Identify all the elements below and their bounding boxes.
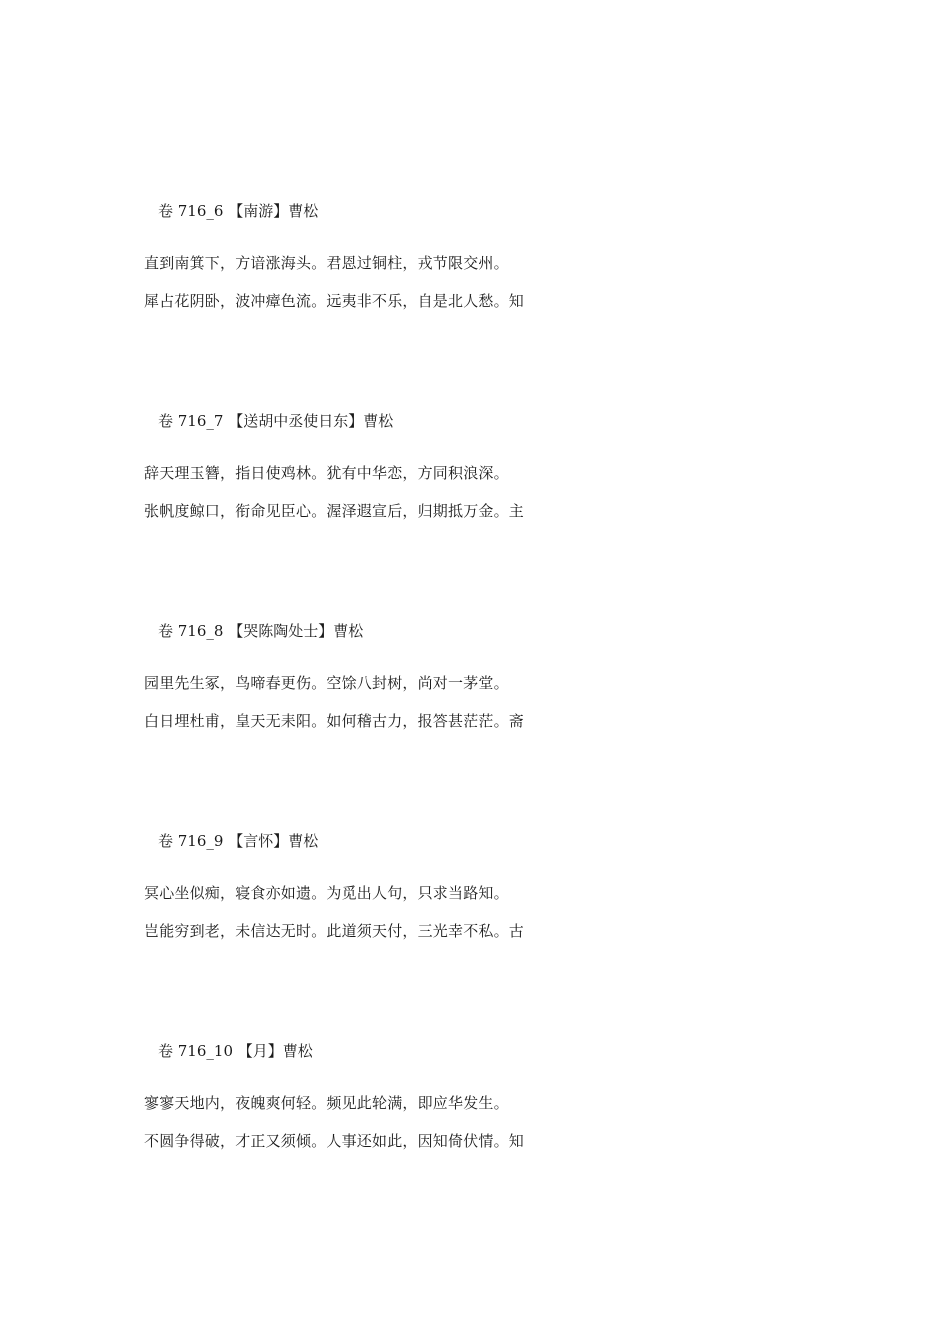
poem-line: 岂能穷到老，未信达无时。此道须天付，三光幸不私。古	[144, 922, 525, 940]
poem-line: 辞天理玉簪，指日使鸡林。犹有中华恋，方同积浪深。	[144, 464, 509, 482]
poem-title: 卷 716_9 【言怀】曹松	[158, 832, 319, 850]
poem-line: 张帆度鲸口，衔命见臣心。渥泽遐宣后，归期抵万金。主	[144, 502, 525, 520]
poem-title: 卷 716_8 【哭陈陶处士】曹松	[158, 622, 364, 640]
poem-entry	[0, 200, 950, 410]
poem-line: 直到南箕下，方谙涨海头。君恩过铜柱，戎节限交州。	[144, 254, 509, 272]
poem-title: 卷 716_10 【月】曹松	[158, 1042, 313, 1060]
poem-title: 卷 716_7 【送胡中丞使日东】曹松	[158, 412, 394, 430]
poem-line: 冥心坐似痴，寝食亦如遗。为觅出人句，只求当路知。	[144, 884, 509, 902]
poem-line: 园里先生冢，鸟啼春更伤。空馀八封树，尚对一茅堂。	[144, 674, 509, 692]
poem-title: 卷 716_6 【南游】曹松	[158, 202, 319, 220]
poem-entry	[0, 1040, 950, 1250]
poem-line: 不圆争得破，才正又须倾。人事还如此，因知倚伏情。知	[144, 1132, 525, 1150]
poem-line: 寥寥天地内，夜魄爽何轻。频见此轮满，即应华发生。	[144, 1094, 509, 1112]
poem-entry	[0, 620, 950, 830]
poem-entry	[0, 410, 950, 620]
poem-line: 犀占花阴卧，波冲瘴色流。远夷非不乐，自是北人愁。知	[144, 292, 525, 310]
poem-line: 白日埋杜甫，皇天无耒阳。如何稽古力，报答甚茫茫。斋	[144, 712, 525, 730]
poem-entry	[0, 830, 950, 1040]
